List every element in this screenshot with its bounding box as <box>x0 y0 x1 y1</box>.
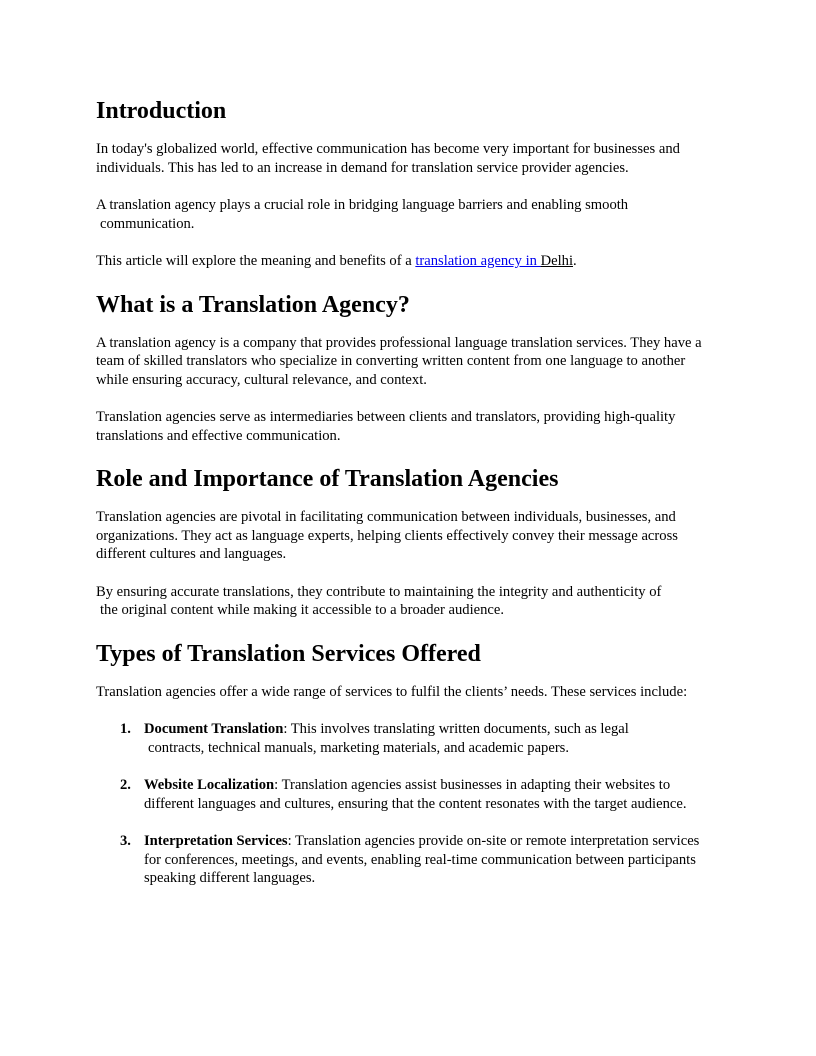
what-paragraph-1: A translation agency is a company that provides professional language translation services. They have a team of skilled translators who specialize in converting written content from one language to another while ensuring accuracy, cultural relevance, and context. <box>96 334 702 388</box>
section-types-services <box>96 639 720 888</box>
list-item-number: 3. <box>120 833 131 849</box>
heading-types-services: Types of Translation Services Offered <box>96 640 481 667</box>
list-item <box>96 720 720 757</box>
intro-paragraph-3-text: This article will explore the meaning and benefits of a <box>96 253 416 269</box>
intro-paragraph-3-end: . <box>573 253 577 269</box>
intro-paragraph-2-line-2: communication. <box>100 215 195 232</box>
list-item-description-line-2: contracts, technical manuals, marketing materials, and academic papers. <box>148 739 570 756</box>
intro-paragraph-2 <box>96 196 720 233</box>
section-what-is <box>96 290 720 446</box>
list-item-number: 2. <box>120 777 131 793</box>
list-item-description: : Translation agencies assist businesses in adapting their websites to different languages and cultures, ensuring that the content resonates with the target audience. <box>144 777 687 812</box>
intro-paragraph-2-line-1: A translation agency plays a crucial role in bridging language barriers and enabling smooth <box>96 197 629 213</box>
section-introduction <box>96 96 720 271</box>
list-item <box>96 776 720 813</box>
heading-introduction: Introduction <box>96 98 227 124</box>
heading-role-importance: Role and Importance of Translation Agencies <box>96 466 559 492</box>
what-paragraph-2: Translation agencies serve as intermediaries between clients and translators, providing high-quality translations and effective communication. <box>96 409 676 444</box>
list-item-number: 1. <box>120 721 131 737</box>
intro-paragraph-1: In today's globalized world, effective communication has become very important for businesses and individuals. This has led to an increase in demand for translation service provider agencies. <box>96 141 680 176</box>
list-item-term: Document Translation <box>144 721 284 737</box>
section-role-importance <box>96 464 720 620</box>
types-intro-paragraph: Translation agencies offer a wide range of services to fulfil the clients’ needs. These services include: <box>96 683 688 700</box>
list-item-term: Interpretation Services <box>144 833 288 849</box>
list-item-description: : Translation agencies provide on-site or remote interpretation services for conferences, meetings, and events, enabling real-time communication between participants speaking different languages. <box>144 833 700 886</box>
role-paragraph-2-line-2: the original content while making it accessible to a broader audience. <box>100 602 505 618</box>
intro-paragraph-3 <box>96 252 720 271</box>
list-item <box>96 832 720 888</box>
services-list <box>96 720 720 888</box>
translation-agency-link[interactable]: translation agency in <box>415 253 541 269</box>
list-item-term: Website Localization <box>144 777 275 793</box>
heading-what-is: What is a Translation Agency? <box>96 291 410 318</box>
role-paragraph-2 <box>96 583 720 620</box>
list-item-description-line-1: : This involves translating written documents, such as legal <box>283 721 629 737</box>
delhi-text: Delhi <box>540 253 574 269</box>
role-paragraph-2-line-1: By ensuring accurate translations, they contribute to maintaining the integrity and authenticity of <box>96 583 662 600</box>
role-paragraph-1: Translation agencies are pivotal in facilitating communication between individuals, businesses, and organizations. They act as language experts, helping clients effectively convey their message across different cultures and languages. <box>96 509 678 562</box>
